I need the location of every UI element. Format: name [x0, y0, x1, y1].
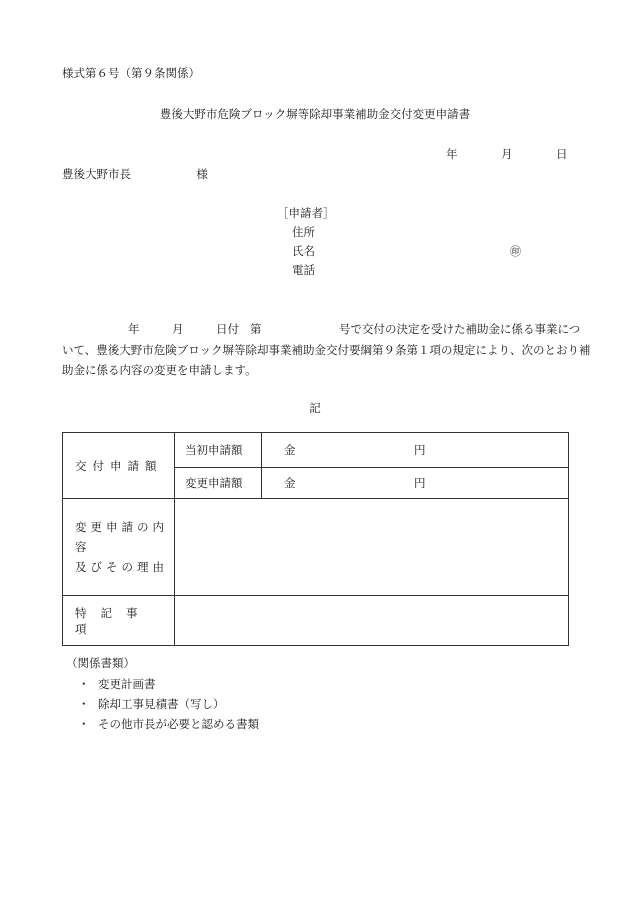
applicant-name-label: 氏名 — [292, 244, 315, 258]
changed-kin-label: 金 — [284, 476, 296, 490]
related-doc-text: 変更計画書 — [98, 677, 156, 691]
changed-en-label: 円 — [414, 476, 426, 490]
form-number: 様式第６号（第９条関係） — [62, 66, 200, 80]
change-reason-label — [63, 499, 175, 596]
initial-amount-field[interactable] — [262, 433, 569, 468]
date-day: 日 — [556, 147, 568, 161]
initial-en-label: 円 — [414, 443, 426, 457]
change-reason-label-line-2: 及びその理由 — [75, 560, 168, 574]
document-title: 豊後大野市危険ブロック塀等除却事業補助金交付変更申請書 — [159, 107, 471, 121]
applicant-phone-label: 電話 — [292, 263, 315, 277]
date-month: 月 — [501, 147, 513, 161]
initial-amount-label: 当初申請額 — [175, 433, 262, 468]
related-docs-title: （関係書類） — [66, 656, 135, 670]
bullet: ・ — [78, 717, 90, 731]
changed-amount-label: 変更申請額 — [175, 468, 262, 499]
related-doc-item — [78, 716, 259, 732]
applicant-address-label: 住所 — [292, 225, 315, 239]
decision-number-prefix: 第 — [250, 322, 262, 336]
application-table — [62, 432, 569, 646]
related-doc-text: その他市長が必要と認める書類 — [98, 717, 259, 731]
related-doc-item — [78, 696, 225, 712]
seal-mark: ㊞ — [510, 245, 521, 258]
body-line-1-rest: 号で交付の決定を受けた補助金に係る事業につ — [339, 322, 581, 336]
addressee — [62, 166, 208, 182]
bullet: ・ — [78, 677, 90, 691]
body-line-2: いて、豊後大野市危険ブロック塀等除却事業補助金交付要綱第９条第１項の規定により、次のとおり補 — [62, 343, 591, 357]
remarks-field[interactable] — [175, 596, 569, 646]
decision-day: 日付 — [216, 322, 239, 336]
ki-heading: 記 — [309, 401, 321, 415]
addressee-name: 豊後大野市長 — [62, 167, 131, 181]
date-year: 年 — [446, 147, 458, 161]
grant-amount-label: 交付申請額 — [63, 433, 175, 499]
body-line-3: 助金に係る内容の変更を申請します。 — [62, 363, 257, 377]
related-doc-text: 除却工事見積書（写し） — [98, 697, 225, 711]
change-reason-field[interactable] — [175, 499, 569, 596]
initial-kin-label: 金 — [284, 443, 296, 457]
related-doc-item — [78, 676, 156, 692]
remarks-label: 特記事項 — [63, 596, 175, 646]
decision-month: 月 — [172, 322, 184, 336]
bullet: ・ — [78, 697, 90, 711]
addressee-honorific: 様 — [196, 167, 208, 181]
applicant-label: ［申請者］ — [277, 206, 335, 220]
decision-year: 年 — [128, 322, 140, 336]
changed-amount-field[interactable] — [262, 468, 569, 499]
change-reason-label-line-1: 変更申請の内容 — [75, 520, 168, 554]
